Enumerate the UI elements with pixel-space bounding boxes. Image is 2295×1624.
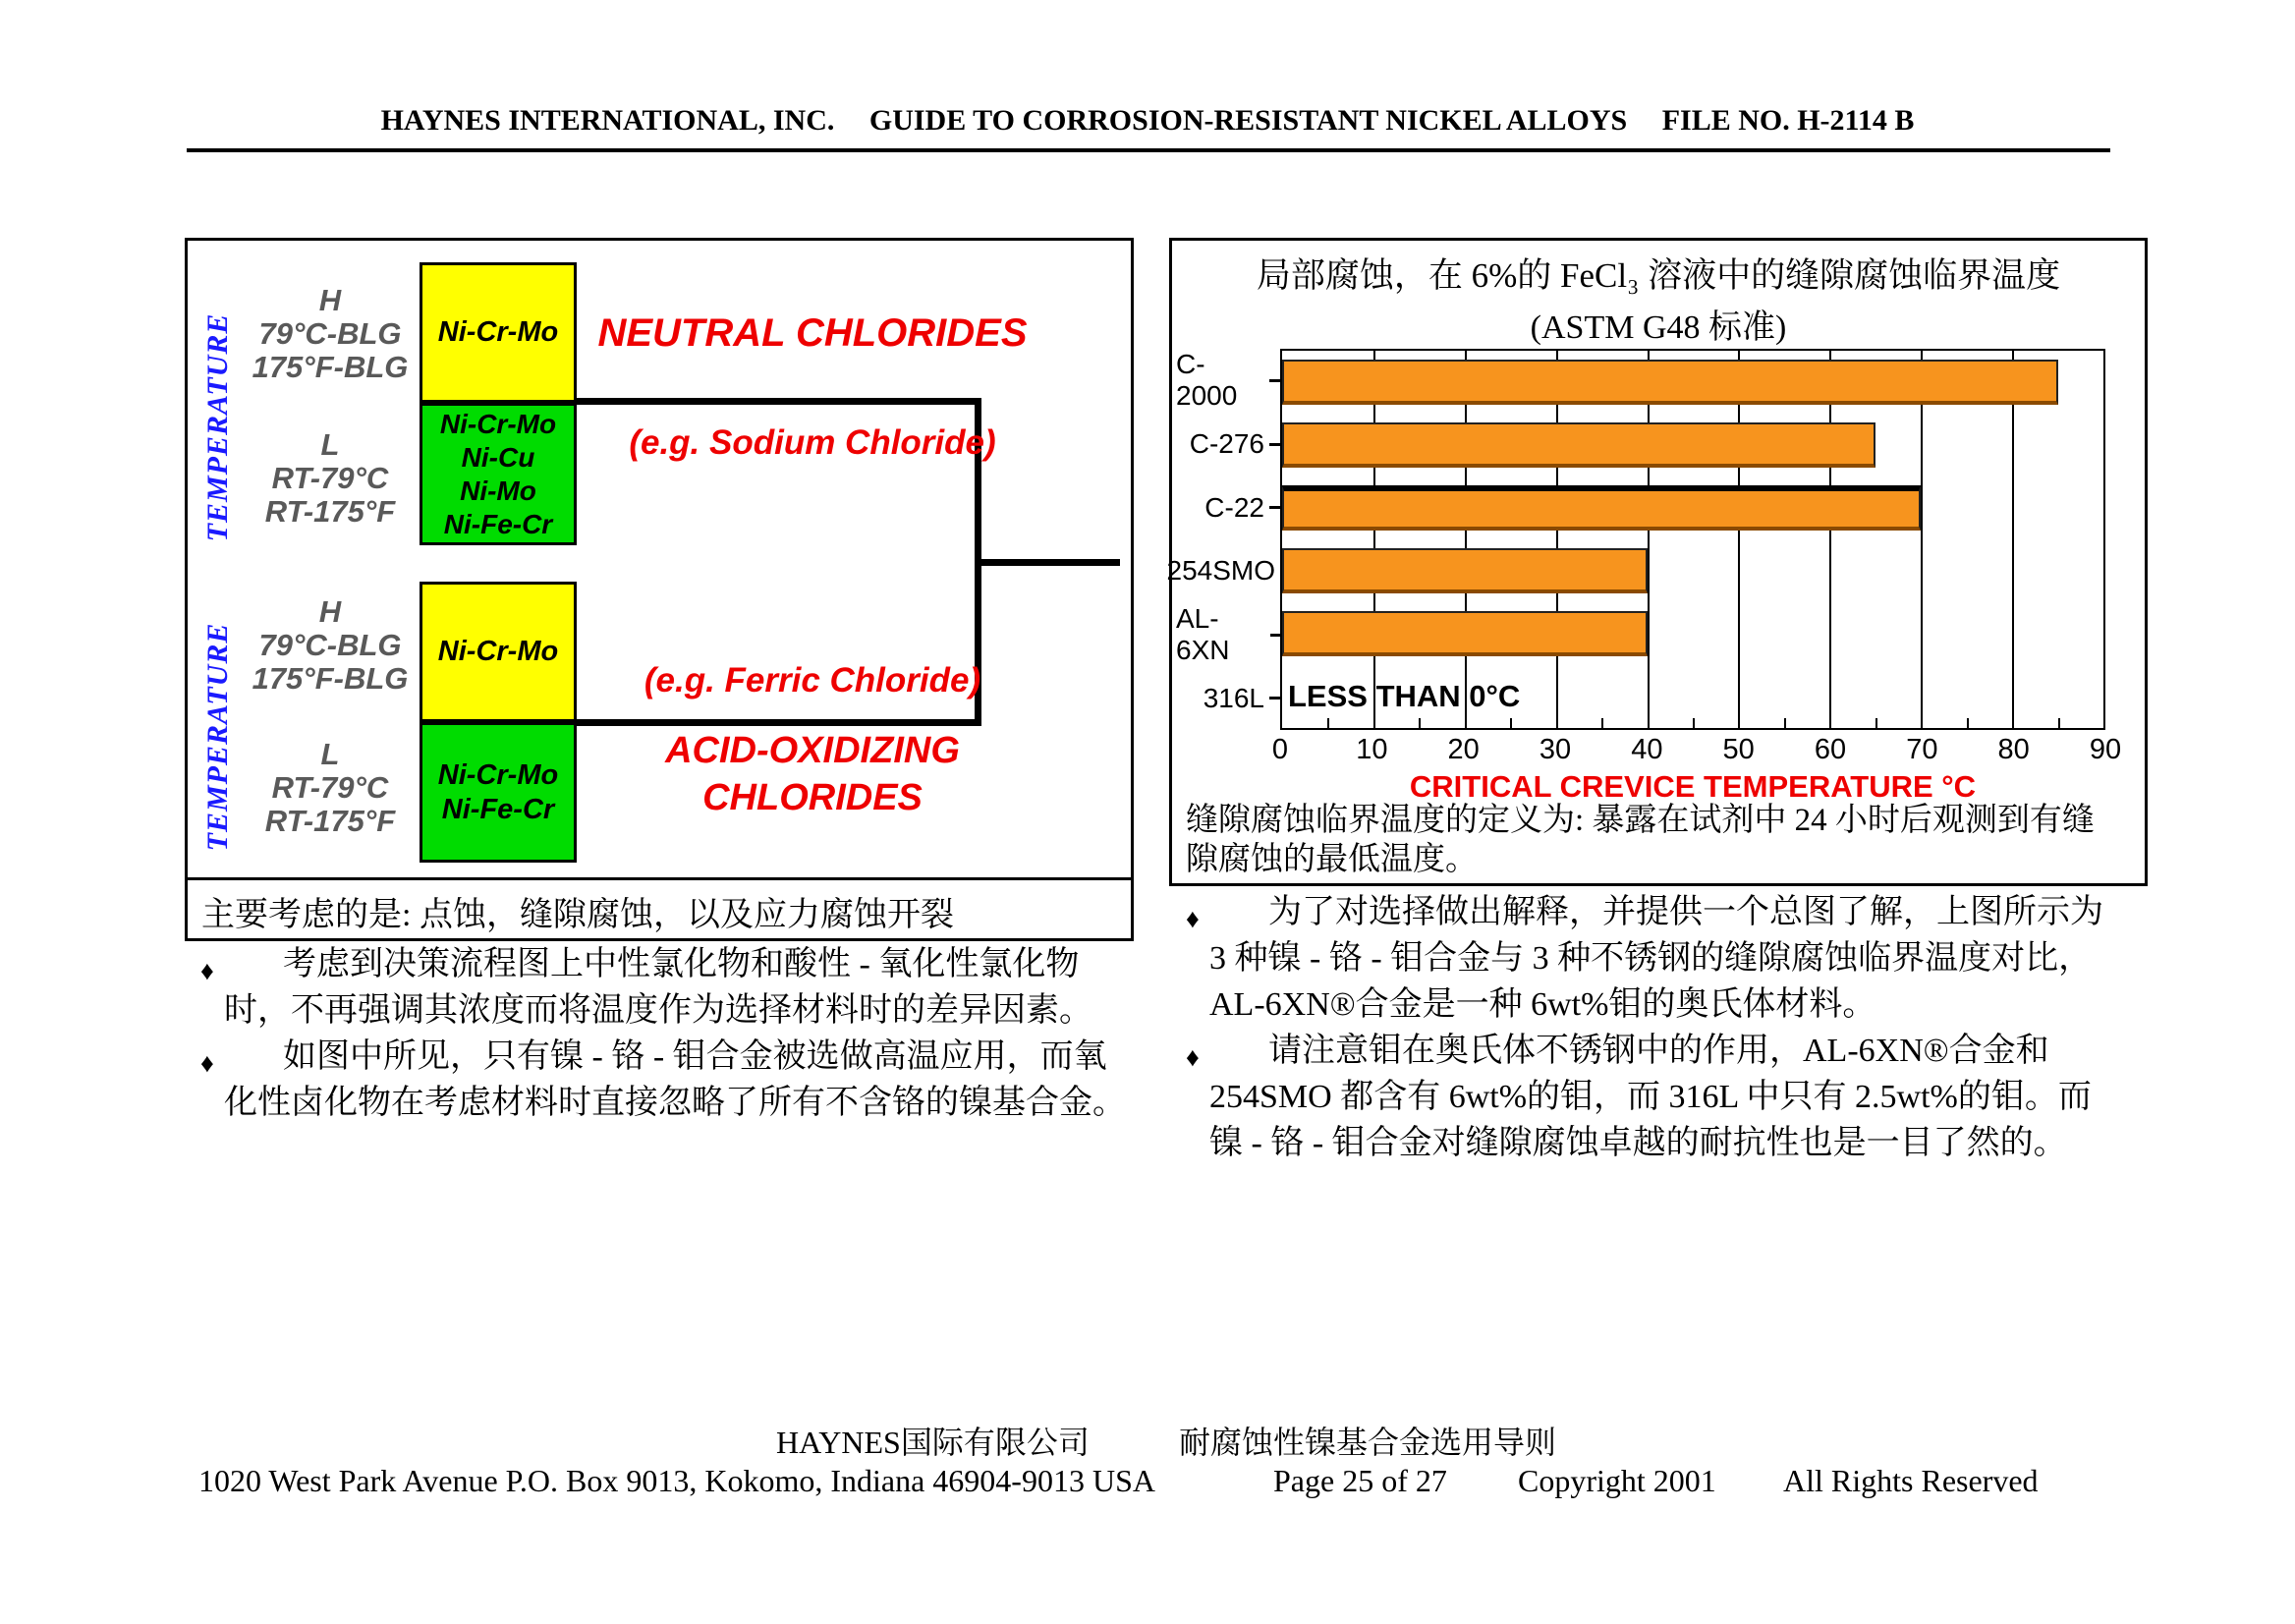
bullet-right-2: ♦ 请注意钼在奥氏体不锈钢中的作用，AL-6XN®合金和 254SMO 都含有 6wt%的钼，而 316L 中只有 2.5wt%的钼。而 镍 - 铬 - 钼合金对缝隙腐蚀卓越的耐抗性也是一目了然的。 bbox=[1186, 1033, 2092, 1161]
bullet-left-2: ♦ 如图中所见，只有镍 - 铬 - 钼合金被选做高温应用，而氧 化性卤化物在考虑材料时直接忽略了所有不含铬的镍基合金。 bbox=[200, 1038, 1126, 1121]
chart-category-labels bbox=[1166, 349, 1280, 730]
bracket-bottom-line bbox=[577, 719, 981, 726]
bullet-right-1: ♦ 为了对选择做出解释，并提供一个总图了解，上图所示为 3 种镍 - 铬 - 钼合金与 3 种不锈钢的缝隙腐蚀临界温度对比， AL-6XN®合金是一种 6wt%钼的奥氏体材料。 bbox=[1186, 894, 2103, 1023]
acid-high-alloy-box: Ni-Cr-Mo bbox=[420, 582, 577, 722]
header-rule bbox=[187, 148, 2110, 152]
xtick-label-80: 80 bbox=[1997, 734, 2030, 765]
footer-company-cn: HAYNES国际有限公司 bbox=[776, 1425, 1090, 1460]
xtick-label-60: 60 bbox=[1814, 734, 1847, 765]
header-file-number: FILE NO. H-2114 B bbox=[1661, 104, 1915, 137]
acid-low-alloy-box: Ni-Cr-Mo Ni-Fe-Cr bbox=[420, 722, 577, 863]
chart-bar-rows bbox=[1282, 351, 2103, 728]
crevice-corrosion-chart-panel bbox=[1166, 238, 2148, 886]
temperature-axis-label-top: TEMPERATURE bbox=[201, 312, 234, 542]
page-header bbox=[0, 104, 2295, 138]
category-label-C-22 bbox=[1176, 476, 1280, 539]
bar-C-276 bbox=[1282, 422, 1875, 468]
neutral-chlorides-title: NEUTRAL CHLORIDES bbox=[597, 311, 1028, 355]
footer-copyright: Copyright 2001 bbox=[1518, 1463, 1716, 1498]
footer-guide-cn: 耐腐蚀性镍基合金选用导则 bbox=[1179, 1425, 1557, 1460]
category-label-text: AL-6XN bbox=[1176, 603, 1230, 666]
bracket-stub-line bbox=[975, 559, 1120, 566]
category-label-text: 254SMO bbox=[1166, 555, 1275, 587]
bar-AL-6XN bbox=[1282, 611, 1648, 656]
chart-x-axis-label: CRITICAL CREVICE TEMPERATURE °C bbox=[1409, 769, 1977, 804]
category-label-text: 316L bbox=[1203, 682, 1264, 713]
bullet-diamond-icon: ♦ bbox=[1186, 904, 1200, 933]
neutral-low-temp-range: L RT-79°C RT-175°F bbox=[264, 427, 396, 529]
category-label-C-276 bbox=[1176, 413, 1280, 476]
no-bar-note-316L: LESS THAN 0°C bbox=[1288, 679, 1521, 713]
xtick-label-90: 90 bbox=[2089, 734, 2122, 765]
header-company: HAYNES INTERNATIONAL, INC. bbox=[380, 104, 835, 137]
bar-row-316L bbox=[1282, 665, 2103, 728]
xtick-label-20: 20 bbox=[1447, 734, 1480, 765]
ferric-chloride-example: (e.g. Ferric Chloride) bbox=[644, 661, 981, 700]
category-tick-dash bbox=[1269, 697, 1280, 700]
bar-row-C-276 bbox=[1282, 414, 2103, 476]
acid-oxidizing-title-line1: ACID-OXIDIZING bbox=[665, 730, 960, 771]
category-label-254SMO bbox=[1166, 539, 1280, 603]
category-label-C-2000 bbox=[1176, 349, 1280, 413]
footer-page-number: Page 25 of 27 bbox=[1273, 1463, 1447, 1498]
temperature-axis-label-bottom: TEMPERATURE bbox=[201, 622, 234, 852]
gridline-90 bbox=[2103, 351, 2105, 728]
bar-C-2000 bbox=[1282, 360, 2058, 405]
category-tick-dash bbox=[1269, 443, 1280, 446]
bullet-diamond-icon: ♦ bbox=[200, 956, 214, 985]
category-tick-dash bbox=[1270, 634, 1280, 637]
bar-row-C-2000 bbox=[1282, 351, 2103, 414]
flowchart-consideration-note: 主要考虑的是: 点蚀，缝隙腐蚀，以及应力腐蚀开裂 bbox=[201, 897, 954, 933]
category-tick-dash bbox=[1269, 506, 1280, 509]
bullet-diamond-icon: ♦ bbox=[1186, 1042, 1200, 1072]
acid-high-temp-range: H 79°C-BLG 175°F-BLG bbox=[252, 594, 409, 696]
footer-address: 1020 West Park Avenue P.O. Box 9013, Kokomo, Indiana 46904-9013 USA bbox=[198, 1463, 1155, 1498]
bracket-top-line bbox=[577, 398, 981, 405]
chloride-selection-flowchart bbox=[185, 238, 1134, 941]
category-label-text: C-276 bbox=[1189, 428, 1264, 459]
category-tick-dash bbox=[1269, 379, 1280, 382]
neutral-low-alloy-box: Ni-Cr-Mo Ni-Cu Ni-Mo Ni-Fe-Cr bbox=[420, 403, 577, 545]
chart-title-line1: 局部腐蚀，在 6%的 FeCl₃ 溶液中的缝隙腐蚀临界温度 bbox=[1256, 256, 2061, 295]
flowchart-note-separator bbox=[188, 877, 1131, 880]
bar-254SMO bbox=[1282, 548, 1648, 593]
xtick-label-40: 40 bbox=[1631, 734, 1663, 765]
category-label-316L bbox=[1176, 666, 1280, 730]
footer-rights: All Rights Reserved bbox=[1783, 1463, 2039, 1498]
bar-row-C-22 bbox=[1282, 476, 2103, 539]
acid-low-temp-range: L RT-79°C RT-175°F bbox=[264, 737, 396, 838]
acid-oxidizing-title-line2: CHLORIDES bbox=[702, 777, 923, 818]
neutral-high-alloy-box: Ni-Cr-Mo bbox=[420, 262, 577, 403]
xtick-label-50: 50 bbox=[1722, 734, 1755, 765]
chart-xtick-labels bbox=[1271, 734, 2122, 767]
category-label-text: C-22 bbox=[1204, 491, 1264, 523]
bullet-left-1: ♦ 考虑到决策流程图上中性氯化物和酸性 - 氧化性氯化物 时，不再强调其浓度而将温度作为选择材料时的差异因素。 bbox=[200, 946, 1092, 1029]
bullet-diamond-icon: ♦ bbox=[200, 1048, 214, 1078]
bar-row-AL-6XN bbox=[1282, 602, 2103, 665]
cct-definition-note: 缝隙腐蚀临界温度的定义为: 暴露在试剂中 24 小时后观测到有缝 隙腐蚀的最低温度。 bbox=[1186, 803, 2095, 877]
xtick-label-0: 0 bbox=[1271, 734, 1289, 765]
category-label-AL-6XN bbox=[1176, 603, 1280, 667]
bar-C-22 bbox=[1282, 485, 1921, 531]
sodium-chloride-example: (e.g. Sodium Chloride) bbox=[629, 423, 996, 462]
bar-row-254SMO bbox=[1282, 539, 2103, 602]
chart-title-line2: (ASTM G48 标准) bbox=[1530, 309, 1787, 346]
chart-plot-area bbox=[1280, 349, 2105, 730]
neutral-high-temp-range: H 79°C-BLG 175°F-BLG bbox=[252, 283, 409, 384]
xtick-label-10: 10 bbox=[1356, 734, 1388, 765]
category-label-text: C-2000 bbox=[1176, 349, 1238, 412]
xtick-label-30: 30 bbox=[1539, 734, 1572, 765]
xtick-label-70: 70 bbox=[1906, 734, 1938, 765]
header-guide-title: GUIDE TO CORROSION-RESISTANT NICKEL ALLOYS bbox=[868, 104, 1628, 137]
